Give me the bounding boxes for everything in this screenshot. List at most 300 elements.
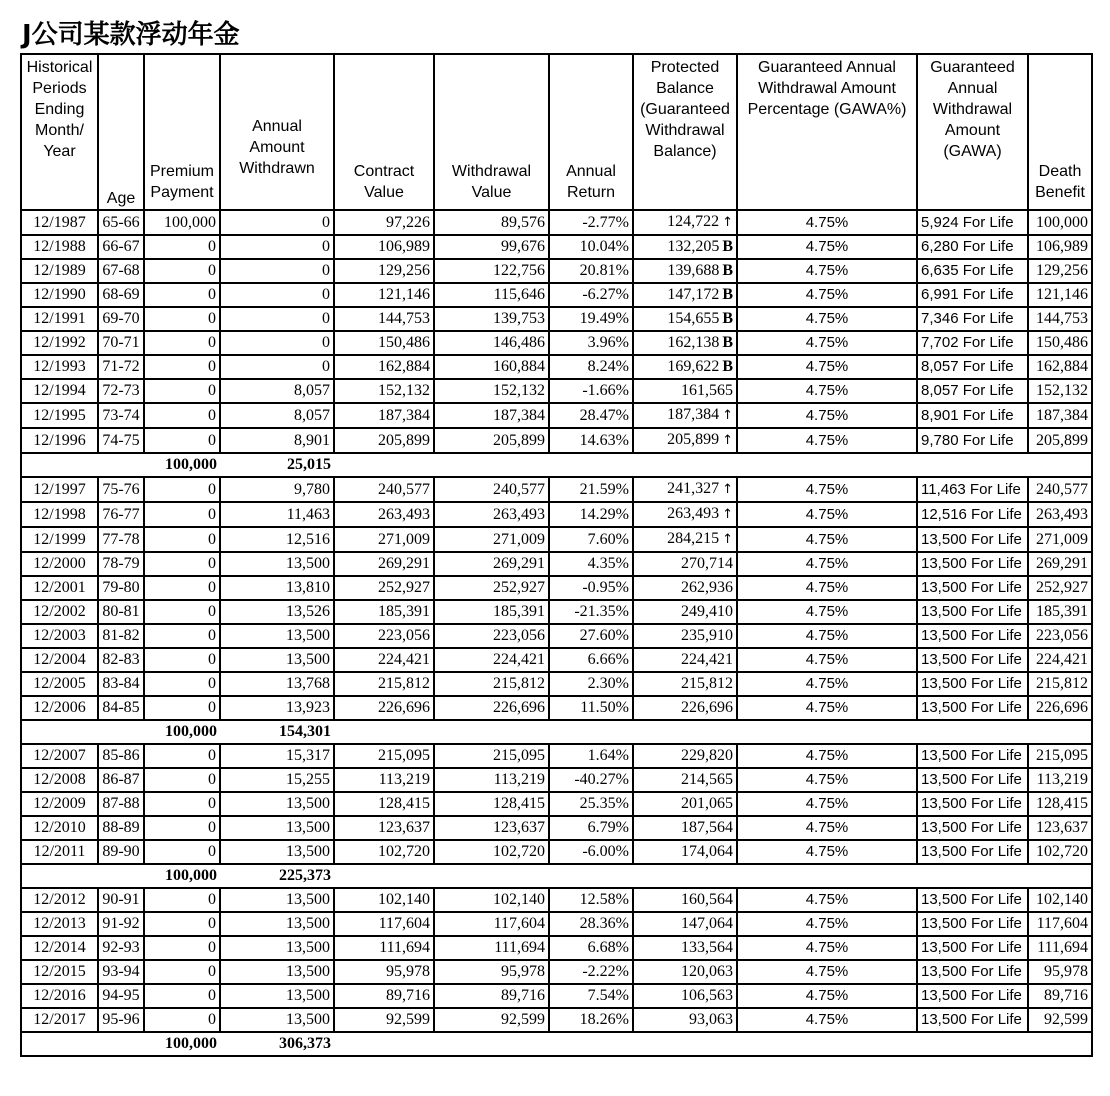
gawa-percentage-cell: 4.75%: [737, 355, 917, 379]
period-cell: 12/2010: [21, 816, 98, 840]
gawa-cell: 12,516 For Life: [917, 502, 1028, 527]
age-cell: 74-75: [98, 428, 144, 453]
total-blank-cell: [334, 453, 434, 477]
table-row: [21, 816, 1092, 840]
bonus-marker: B: [722, 238, 733, 255]
protected-balance-cell: [633, 527, 737, 552]
withdrawn-cell: 13,500: [220, 1008, 334, 1032]
death-benefit-cell: 111,694: [1028, 936, 1092, 960]
age-cell: 65-66: [98, 210, 144, 235]
gawa-percentage-cell: 4.75%: [737, 936, 917, 960]
death-benefit-cell: 226,696: [1028, 696, 1092, 720]
protected-balance-value: 224,421: [681, 651, 733, 668]
total-blank-cell: [334, 720, 434, 744]
annual-return-cell: 4.35%: [549, 552, 633, 576]
header-annual-return: Annual Return: [549, 54, 633, 210]
contract-value-cell: 128,415: [334, 792, 434, 816]
protected-balance-cell: [633, 912, 737, 936]
withdrawn-cell: 13,500: [220, 888, 334, 912]
gawa-percentage-cell: 4.75%: [737, 477, 917, 502]
premium-cell: 0: [144, 768, 220, 792]
protected-balance-value: 154,655: [667, 310, 720, 327]
gawa-percentage-cell: 4.75%: [737, 960, 917, 984]
withdrawn-cell: 8,057: [220, 379, 334, 403]
withdrawal-value-cell: 139,753: [434, 307, 549, 331]
annual-return-cell: 25.35%: [549, 792, 633, 816]
protected-balance-cell: [633, 552, 737, 576]
step-up-arrow-icon: ↑: [722, 507, 733, 522]
annual-return-cell: -2.77%: [549, 210, 633, 235]
table-row: [21, 403, 1092, 428]
contract-value-cell: 95,978: [334, 960, 434, 984]
gawa-cell: 13,500 For Life: [917, 792, 1028, 816]
total-withdrawn-cell: 306,373: [220, 1032, 334, 1056]
table-row: [21, 576, 1092, 600]
period-cell: 12/1991: [21, 307, 98, 331]
gawa-percentage-cell: 4.75%: [737, 840, 917, 864]
protected-balance-cell: [633, 840, 737, 864]
gawa-cell: 13,500 For Life: [917, 672, 1028, 696]
withdrawal-value-cell: 226,696: [434, 696, 549, 720]
gawa-cell: 6,991 For Life: [917, 283, 1028, 307]
table-row: [21, 648, 1092, 672]
total-row: [21, 720, 1092, 744]
protected-balance-cell: [633, 259, 737, 283]
protected-balance-cell: [633, 283, 737, 307]
contract-value-cell: 92,599: [334, 1008, 434, 1032]
protected-balance-value: 169,622: [667, 358, 720, 375]
annual-return-cell: -1.66%: [549, 379, 633, 403]
age-cell: 79-80: [98, 576, 144, 600]
premium-cell: 0: [144, 552, 220, 576]
withdrawal-value-cell: 128,415: [434, 792, 549, 816]
protected-balance-value: 284,215: [667, 530, 720, 547]
gawa-cell: 13,500 For Life: [917, 1008, 1028, 1032]
total-premium-cell: 100,000: [144, 453, 220, 477]
premium-cell: 0: [144, 816, 220, 840]
premium-cell: 0: [144, 672, 220, 696]
premium-cell: 0: [144, 477, 220, 502]
table-row: [21, 235, 1092, 259]
table-row: [21, 283, 1092, 307]
header-contract-value: Contract Value: [334, 54, 434, 210]
step-up-arrow-icon: ↑: [722, 532, 733, 547]
annual-return-cell: -40.27%: [549, 768, 633, 792]
withdrawal-value-cell: 89,716: [434, 984, 549, 1008]
gawa-cell: 8,901 For Life: [917, 403, 1028, 428]
protected-balance-value: 187,564: [681, 819, 733, 836]
gawa-percentage-cell: 4.75%: [737, 403, 917, 428]
total-row: [21, 864, 1092, 888]
gawa-cell: 13,500 For Life: [917, 816, 1028, 840]
death-benefit-cell: 187,384: [1028, 403, 1092, 428]
period-cell: 12/1988: [21, 235, 98, 259]
protected-balance-cell: [633, 648, 737, 672]
gawa-percentage-cell: 4.75%: [737, 696, 917, 720]
period-cell: 12/1996: [21, 428, 98, 453]
protected-balance-value: 214,565: [681, 771, 733, 788]
withdrawn-cell: 9,780: [220, 477, 334, 502]
gawa-cell: 7,346 For Life: [917, 307, 1028, 331]
contract-value-cell: 215,095: [334, 744, 434, 768]
premium-cell: 0: [144, 888, 220, 912]
withdrawn-cell: 0: [220, 355, 334, 379]
gawa-percentage-cell: 4.75%: [737, 888, 917, 912]
annual-return-cell: 12.58%: [549, 888, 633, 912]
premium-cell: 0: [144, 600, 220, 624]
annual-return-cell: 3.96%: [549, 331, 633, 355]
step-up-arrow-icon: ↑: [722, 408, 733, 423]
contract-value-cell: 187,384: [334, 403, 434, 428]
table-row: [21, 552, 1092, 576]
death-benefit-cell: 269,291: [1028, 552, 1092, 576]
protected-balance-value: 162,138: [667, 334, 720, 351]
total-blank-cell: [549, 1032, 633, 1056]
premium-cell: 0: [144, 792, 220, 816]
age-cell: 88-89: [98, 816, 144, 840]
death-benefit-cell: 185,391: [1028, 600, 1092, 624]
withdrawal-value-cell: 215,812: [434, 672, 549, 696]
period-cell: 12/2008: [21, 768, 98, 792]
contract-value-cell: 226,696: [334, 696, 434, 720]
age-cell: 66-67: [98, 235, 144, 259]
total-premium-cell: 100,000: [144, 1032, 220, 1056]
contract-value-cell: 271,009: [334, 527, 434, 552]
gawa-percentage-cell: 4.75%: [737, 259, 917, 283]
age-cell: 93-94: [98, 960, 144, 984]
gawa-cell: 13,500 For Life: [917, 888, 1028, 912]
gawa-cell: 13,500 For Life: [917, 600, 1028, 624]
total-blank-cell: [917, 720, 1028, 744]
annual-return-cell: -6.27%: [549, 283, 633, 307]
table-row: [21, 477, 1092, 502]
protected-balance-value: 262,936: [681, 579, 733, 596]
withdrawal-value-cell: 185,391: [434, 600, 549, 624]
withdrawn-cell: 0: [220, 283, 334, 307]
premium-cell: 0: [144, 984, 220, 1008]
protected-balance-cell: [633, 936, 737, 960]
death-benefit-cell: 224,421: [1028, 648, 1092, 672]
bonus-marker: B: [722, 262, 733, 279]
total-blank-cell: [1028, 720, 1092, 744]
protected-balance-value: 106,563: [681, 987, 733, 1004]
bonus-marker: B: [722, 310, 733, 327]
age-cell: 69-70: [98, 307, 144, 331]
death-benefit-cell: 215,095: [1028, 744, 1092, 768]
gawa-percentage-cell: 4.75%: [737, 235, 917, 259]
annual-return-cell: -2.22%: [549, 960, 633, 984]
contract-value-cell: 263,493: [334, 502, 434, 527]
period-cell: 12/1993: [21, 355, 98, 379]
gawa-cell: 5,924 For Life: [917, 210, 1028, 235]
gawa-cell: 13,500 For Life: [917, 624, 1028, 648]
total-blank-cell: [434, 453, 549, 477]
gawa-cell: 13,500 For Life: [917, 696, 1028, 720]
period-cell: 12/2005: [21, 672, 98, 696]
age-cell: 90-91: [98, 888, 144, 912]
annual-return-cell: 6.66%: [549, 648, 633, 672]
contract-value-cell: 252,927: [334, 576, 434, 600]
table-row: [21, 355, 1092, 379]
period-cell: 12/2012: [21, 888, 98, 912]
gawa-percentage-cell: 4.75%: [737, 502, 917, 527]
total-blank-cell: [1028, 1032, 1092, 1056]
gawa-percentage-cell: 4.75%: [737, 283, 917, 307]
annual-return-cell: 1.64%: [549, 744, 633, 768]
gawa-cell: 13,500 For Life: [917, 984, 1028, 1008]
step-up-arrow-icon: ↑: [722, 433, 733, 448]
protected-balance-cell: [633, 600, 737, 624]
annual-return-cell: -21.35%: [549, 600, 633, 624]
protected-balance-value: 241,327: [667, 480, 720, 497]
gawa-percentage-cell: 4.75%: [737, 576, 917, 600]
gawa-percentage-cell: 4.75%: [737, 648, 917, 672]
total-blank-cell: [21, 1032, 98, 1056]
withdrawn-cell: 13,500: [220, 648, 334, 672]
withdrawal-value-cell: 252,927: [434, 576, 549, 600]
death-benefit-cell: 152,132: [1028, 379, 1092, 403]
premium-cell: 0: [144, 960, 220, 984]
header-withdrawn: Annual Amount Withdrawn: [220, 54, 334, 210]
protected-balance-value: 205,899: [667, 431, 720, 448]
period-cell: 12/1997: [21, 477, 98, 502]
period-cell: 12/2013: [21, 912, 98, 936]
protected-balance-value: 161,565: [681, 382, 733, 399]
withdrawn-cell: 0: [220, 307, 334, 331]
total-premium-cell: 100,000: [144, 720, 220, 744]
total-blank-cell: [633, 864, 737, 888]
total-row: [21, 453, 1092, 477]
contract-value-cell: 102,720: [334, 840, 434, 864]
withdrawal-value-cell: 187,384: [434, 403, 549, 428]
table-row: [21, 696, 1092, 720]
period-cell: 12/2014: [21, 936, 98, 960]
gawa-percentage-cell: 4.75%: [737, 984, 917, 1008]
premium-cell: 0: [144, 936, 220, 960]
total-blank-cell: [434, 1032, 549, 1056]
table-row: [21, 984, 1092, 1008]
total-blank-cell: [917, 864, 1028, 888]
annual-return-cell: 11.50%: [549, 696, 633, 720]
death-benefit-cell: 240,577: [1028, 477, 1092, 502]
death-benefit-cell: 205,899: [1028, 428, 1092, 453]
total-blank-cell: [633, 453, 737, 477]
protected-balance-value: 120,063: [681, 963, 733, 980]
protected-balance-value: 201,065: [681, 795, 733, 812]
protected-balance-value: 187,384: [667, 406, 720, 423]
protected-balance-cell: [633, 235, 737, 259]
table-row: [21, 379, 1092, 403]
premium-cell: 0: [144, 576, 220, 600]
protected-balance-cell: [633, 502, 737, 527]
total-blank-cell: [737, 453, 917, 477]
gawa-percentage-cell: 4.75%: [737, 1008, 917, 1032]
gawa-percentage-cell: 4.75%: [737, 527, 917, 552]
header-period: Historical Periods Ending Month/ Year: [21, 54, 98, 210]
total-blank-cell: [21, 720, 98, 744]
contract-value-cell: 89,716: [334, 984, 434, 1008]
premium-cell: 0: [144, 235, 220, 259]
withdrawal-value-cell: 95,978: [434, 960, 549, 984]
gawa-cell: 6,635 For Life: [917, 259, 1028, 283]
protected-balance-cell: [633, 210, 737, 235]
withdrawn-cell: 13,923: [220, 696, 334, 720]
death-benefit-cell: 128,415: [1028, 792, 1092, 816]
premium-cell: 0: [144, 331, 220, 355]
withdrawn-cell: 13,526: [220, 600, 334, 624]
bonus-marker: B: [722, 334, 733, 351]
gawa-cell: 13,500 For Life: [917, 960, 1028, 984]
gawa-percentage-cell: 4.75%: [737, 912, 917, 936]
table-row: [21, 600, 1092, 624]
protected-balance-cell: [633, 379, 737, 403]
premium-cell: 0: [144, 355, 220, 379]
bonus-marker: B: [722, 358, 733, 375]
withdrawn-cell: 0: [220, 331, 334, 355]
gawa-cell: 13,500 For Life: [917, 576, 1028, 600]
withdrawal-value-cell: 205,899: [434, 428, 549, 453]
contract-value-cell: 144,753: [334, 307, 434, 331]
annual-return-cell: 10.04%: [549, 235, 633, 259]
annual-return-cell: 28.36%: [549, 912, 633, 936]
period-cell: 12/2015: [21, 960, 98, 984]
protected-balance-value: 174,064: [681, 843, 733, 860]
total-blank-cell: [334, 1032, 434, 1056]
total-blank-cell: [1028, 453, 1092, 477]
period-cell: 12/1989: [21, 259, 98, 283]
withdrawal-value-cell: 263,493: [434, 502, 549, 527]
contract-value-cell: 240,577: [334, 477, 434, 502]
withdrawn-cell: 13,810: [220, 576, 334, 600]
age-cell: 76-77: [98, 502, 144, 527]
protected-balance-cell: [633, 576, 737, 600]
annual-return-cell: 2.30%: [549, 672, 633, 696]
contract-value-cell: 215,812: [334, 672, 434, 696]
gawa-percentage-cell: 4.75%: [737, 744, 917, 768]
withdrawal-value-cell: 269,291: [434, 552, 549, 576]
period-cell: 12/2007: [21, 744, 98, 768]
protected-balance-cell: [633, 888, 737, 912]
age-cell: 72-73: [98, 379, 144, 403]
premium-cell: 0: [144, 1008, 220, 1032]
gawa-cell: 9,780 For Life: [917, 428, 1028, 453]
premium-cell: 0: [144, 502, 220, 527]
withdrawn-cell: 13,768: [220, 672, 334, 696]
table-row: [21, 527, 1092, 552]
annual-return-cell: 21.59%: [549, 477, 633, 502]
gawa-cell: 6,280 For Life: [917, 235, 1028, 259]
protected-balance-cell: [633, 696, 737, 720]
protected-balance-cell: [633, 672, 737, 696]
annual-return-cell: 7.54%: [549, 984, 633, 1008]
period-cell: 12/1998: [21, 502, 98, 527]
total-blank-cell: [334, 864, 434, 888]
protected-balance-value: 132,205: [667, 238, 720, 255]
gawa-percentage-cell: 4.75%: [737, 210, 917, 235]
gawa-percentage-cell: 4.75%: [737, 600, 917, 624]
protected-balance-cell: [633, 331, 737, 355]
total-blank-cell: [21, 864, 98, 888]
withdrawal-value-cell: 123,637: [434, 816, 549, 840]
table-row: [21, 960, 1092, 984]
premium-cell: 0: [144, 840, 220, 864]
period-cell: 12/2001: [21, 576, 98, 600]
annual-return-cell: 6.68%: [549, 936, 633, 960]
protected-balance-value: 270,714: [681, 555, 733, 572]
age-cell: 85-86: [98, 744, 144, 768]
gawa-cell: 8,057 For Life: [917, 355, 1028, 379]
period-cell: 12/2011: [21, 840, 98, 864]
protected-balance-value: 215,812: [681, 675, 733, 692]
gawa-percentage-cell: 4.75%: [737, 552, 917, 576]
total-withdrawn-cell: 154,301: [220, 720, 334, 744]
period-cell: 12/2000: [21, 552, 98, 576]
gawa-cell: 13,500 For Life: [917, 768, 1028, 792]
gawa-cell: 13,500 For Life: [917, 648, 1028, 672]
total-blank-cell: [737, 864, 917, 888]
withdrawn-cell: 13,500: [220, 984, 334, 1008]
withdrawal-value-cell: 117,604: [434, 912, 549, 936]
death-benefit-cell: 106,989: [1028, 235, 1092, 259]
premium-cell: 0: [144, 307, 220, 331]
withdrawn-cell: 13,500: [220, 816, 334, 840]
withdrawal-value-cell: 99,676: [434, 235, 549, 259]
premium-cell: 0: [144, 259, 220, 283]
table-row: [21, 888, 1092, 912]
annuity-table: [20, 53, 1093, 1057]
gawa-percentage-cell: 4.75%: [737, 624, 917, 648]
annual-return-cell: -0.95%: [549, 576, 633, 600]
gawa-cell: 8,057 For Life: [917, 379, 1028, 403]
withdrawn-cell: 13,500: [220, 840, 334, 864]
withdrawal-value-cell: 152,132: [434, 379, 549, 403]
withdrawn-cell: 12,516: [220, 527, 334, 552]
gawa-cell: 13,500 For Life: [917, 527, 1028, 552]
premium-cell: 0: [144, 744, 220, 768]
protected-balance-value: 235,910: [681, 627, 733, 644]
total-blank-cell: [549, 720, 633, 744]
age-cell: 83-84: [98, 672, 144, 696]
contract-value-cell: 185,391: [334, 600, 434, 624]
age-cell: 82-83: [98, 648, 144, 672]
age-cell: 71-72: [98, 355, 144, 379]
age-cell: 77-78: [98, 527, 144, 552]
header-gawa-percentage: Guaranteed Annual Withdrawal Amount Percentage (GAWA%): [737, 54, 917, 210]
annual-return-cell: 7.60%: [549, 527, 633, 552]
death-benefit-cell: 113,219: [1028, 768, 1092, 792]
annual-return-cell: 18.26%: [549, 1008, 633, 1032]
header-protected-balance: Protected Balance (Guaranteed Withdrawal Balance): [633, 54, 737, 210]
table-row: [21, 840, 1092, 864]
annual-return-cell: 27.60%: [549, 624, 633, 648]
protected-balance-value: 226,696: [681, 699, 733, 716]
gawa-percentage-cell: 4.75%: [737, 379, 917, 403]
age-cell: 68-69: [98, 283, 144, 307]
protected-balance-value: 133,564: [681, 939, 733, 956]
protected-balance-cell: [633, 744, 737, 768]
gawa-percentage-cell: 4.75%: [737, 792, 917, 816]
protected-balance-cell: [633, 307, 737, 331]
gawa-percentage-cell: 4.75%: [737, 816, 917, 840]
contract-value-cell: 106,989: [334, 235, 434, 259]
period-cell: 12/1995: [21, 403, 98, 428]
total-blank-cell: [917, 453, 1028, 477]
age-cell: 86-87: [98, 768, 144, 792]
gawa-percentage-cell: 4.75%: [737, 768, 917, 792]
contract-value-cell: 102,140: [334, 888, 434, 912]
header-age: Age: [98, 54, 144, 210]
total-row: [21, 1032, 1092, 1056]
